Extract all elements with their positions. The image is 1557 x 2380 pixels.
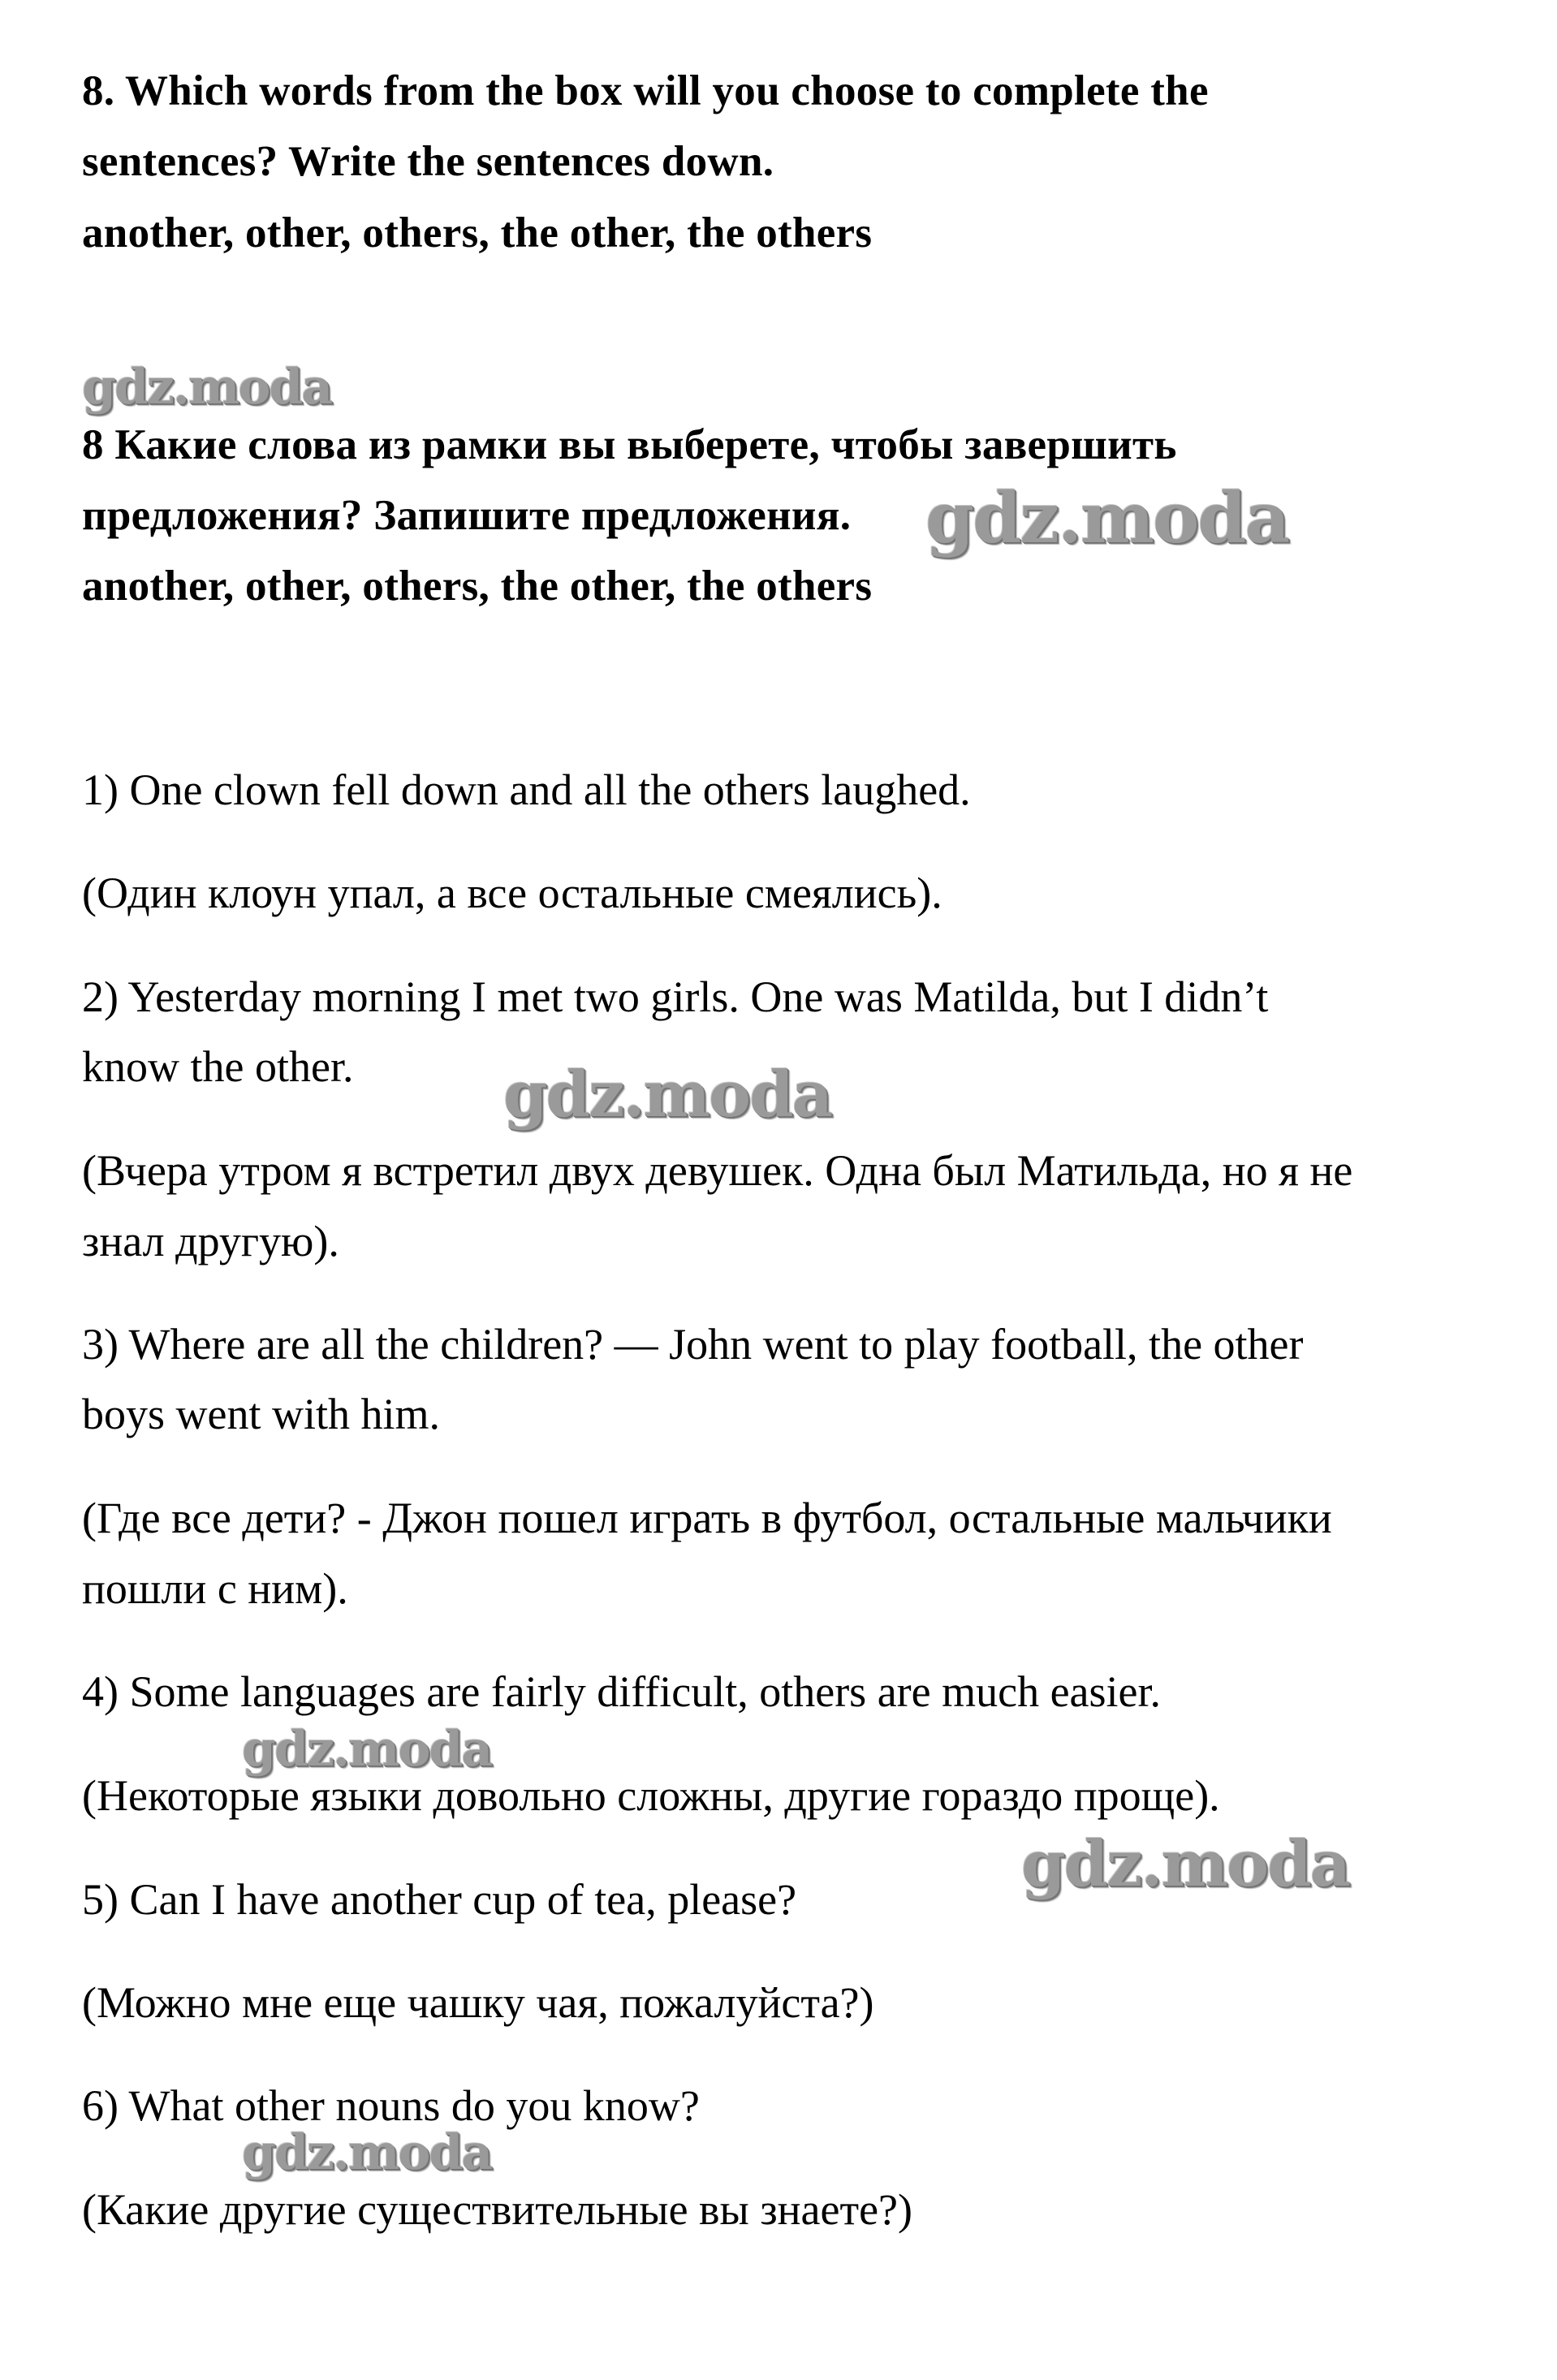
- answer-1-ru-line-1: (Один клоун упал, а все остальные смеялись).: [82, 869, 942, 917]
- answer-3-ru-line-1: (Где все дети? - Джон пошел играть в футбол, остальные мальчики: [82, 1494, 1332, 1542]
- answer-2-ru-line-2: знал другую).: [82, 1217, 339, 1265]
- watermark-logo: gdz.moda: [82, 359, 332, 416]
- watermark-logo: gdz.moda: [242, 2124, 492, 2181]
- answer-3-en-line-2: boys went with him.: [82, 1390, 440, 1438]
- answer-3-en-line-1: 3) Where are all the children? — John went to play football, the other: [82, 1320, 1304, 1369]
- task-ru-line-2: предложения? Запишите предложения.: [82, 492, 852, 539]
- task-en-line-1: 8. Which words from the box will you choose to complete the: [82, 67, 1209, 114]
- answer-2-ru-line-1: (Вчера утром я встретил двух девушек. Одна был Матильда, но я не: [82, 1146, 1353, 1195]
- watermark-logo: gdz.moda: [925, 477, 1289, 559]
- answer-1-en-line-1: 1) One clown fell down and all the others laughed.: [82, 765, 971, 814]
- watermark-logo: gdz.moda: [242, 1721, 492, 1778]
- task-ru-line-1: 8 Какие слова из рамки вы выберете, чтобы завершить: [82, 421, 1177, 468]
- answer-4-ru-line-1: (Некоторые языки довольно сложны, другие гораздо проще).: [82, 1771, 1220, 1820]
- answer-6-en-line-1: 6) What other nouns do you know?: [82, 2081, 700, 2130]
- answer-2-en-line-1: 2) Yesterday morning I met two girls. One was Matilda, but I didn’t: [82, 972, 1269, 1021]
- task-en-box-words: another, other, others, the other, the others: [82, 209, 873, 257]
- answer-6-ru-line-1: (Какие другие существительные вы знаете?): [82, 2185, 912, 2234]
- answer-3-ru-line-2: пошли с ним).: [82, 1564, 348, 1613]
- task-en-line-2: sentences? Write the sentences down.: [82, 138, 774, 185]
- watermark-logo: gdz.moda: [503, 1058, 832, 1132]
- answer-4-en-line-1: 4) Some languages are fairly difficult, others are much easier.: [82, 1667, 1162, 1716]
- watermark-logo: gdz.moda: [1021, 1827, 1350, 1901]
- task-ru-box-words: another, other, others, the other, the others: [82, 563, 873, 610]
- answer-5-ru-line-1: (Можно мне еще чашку чая, пожалуйста?): [82, 1978, 874, 2027]
- answer-5-en-line-1: 5) Can I have another cup of tea, please?: [82, 1875, 797, 1924]
- answer-2-en-line-2: know the other.: [82, 1042, 354, 1091]
